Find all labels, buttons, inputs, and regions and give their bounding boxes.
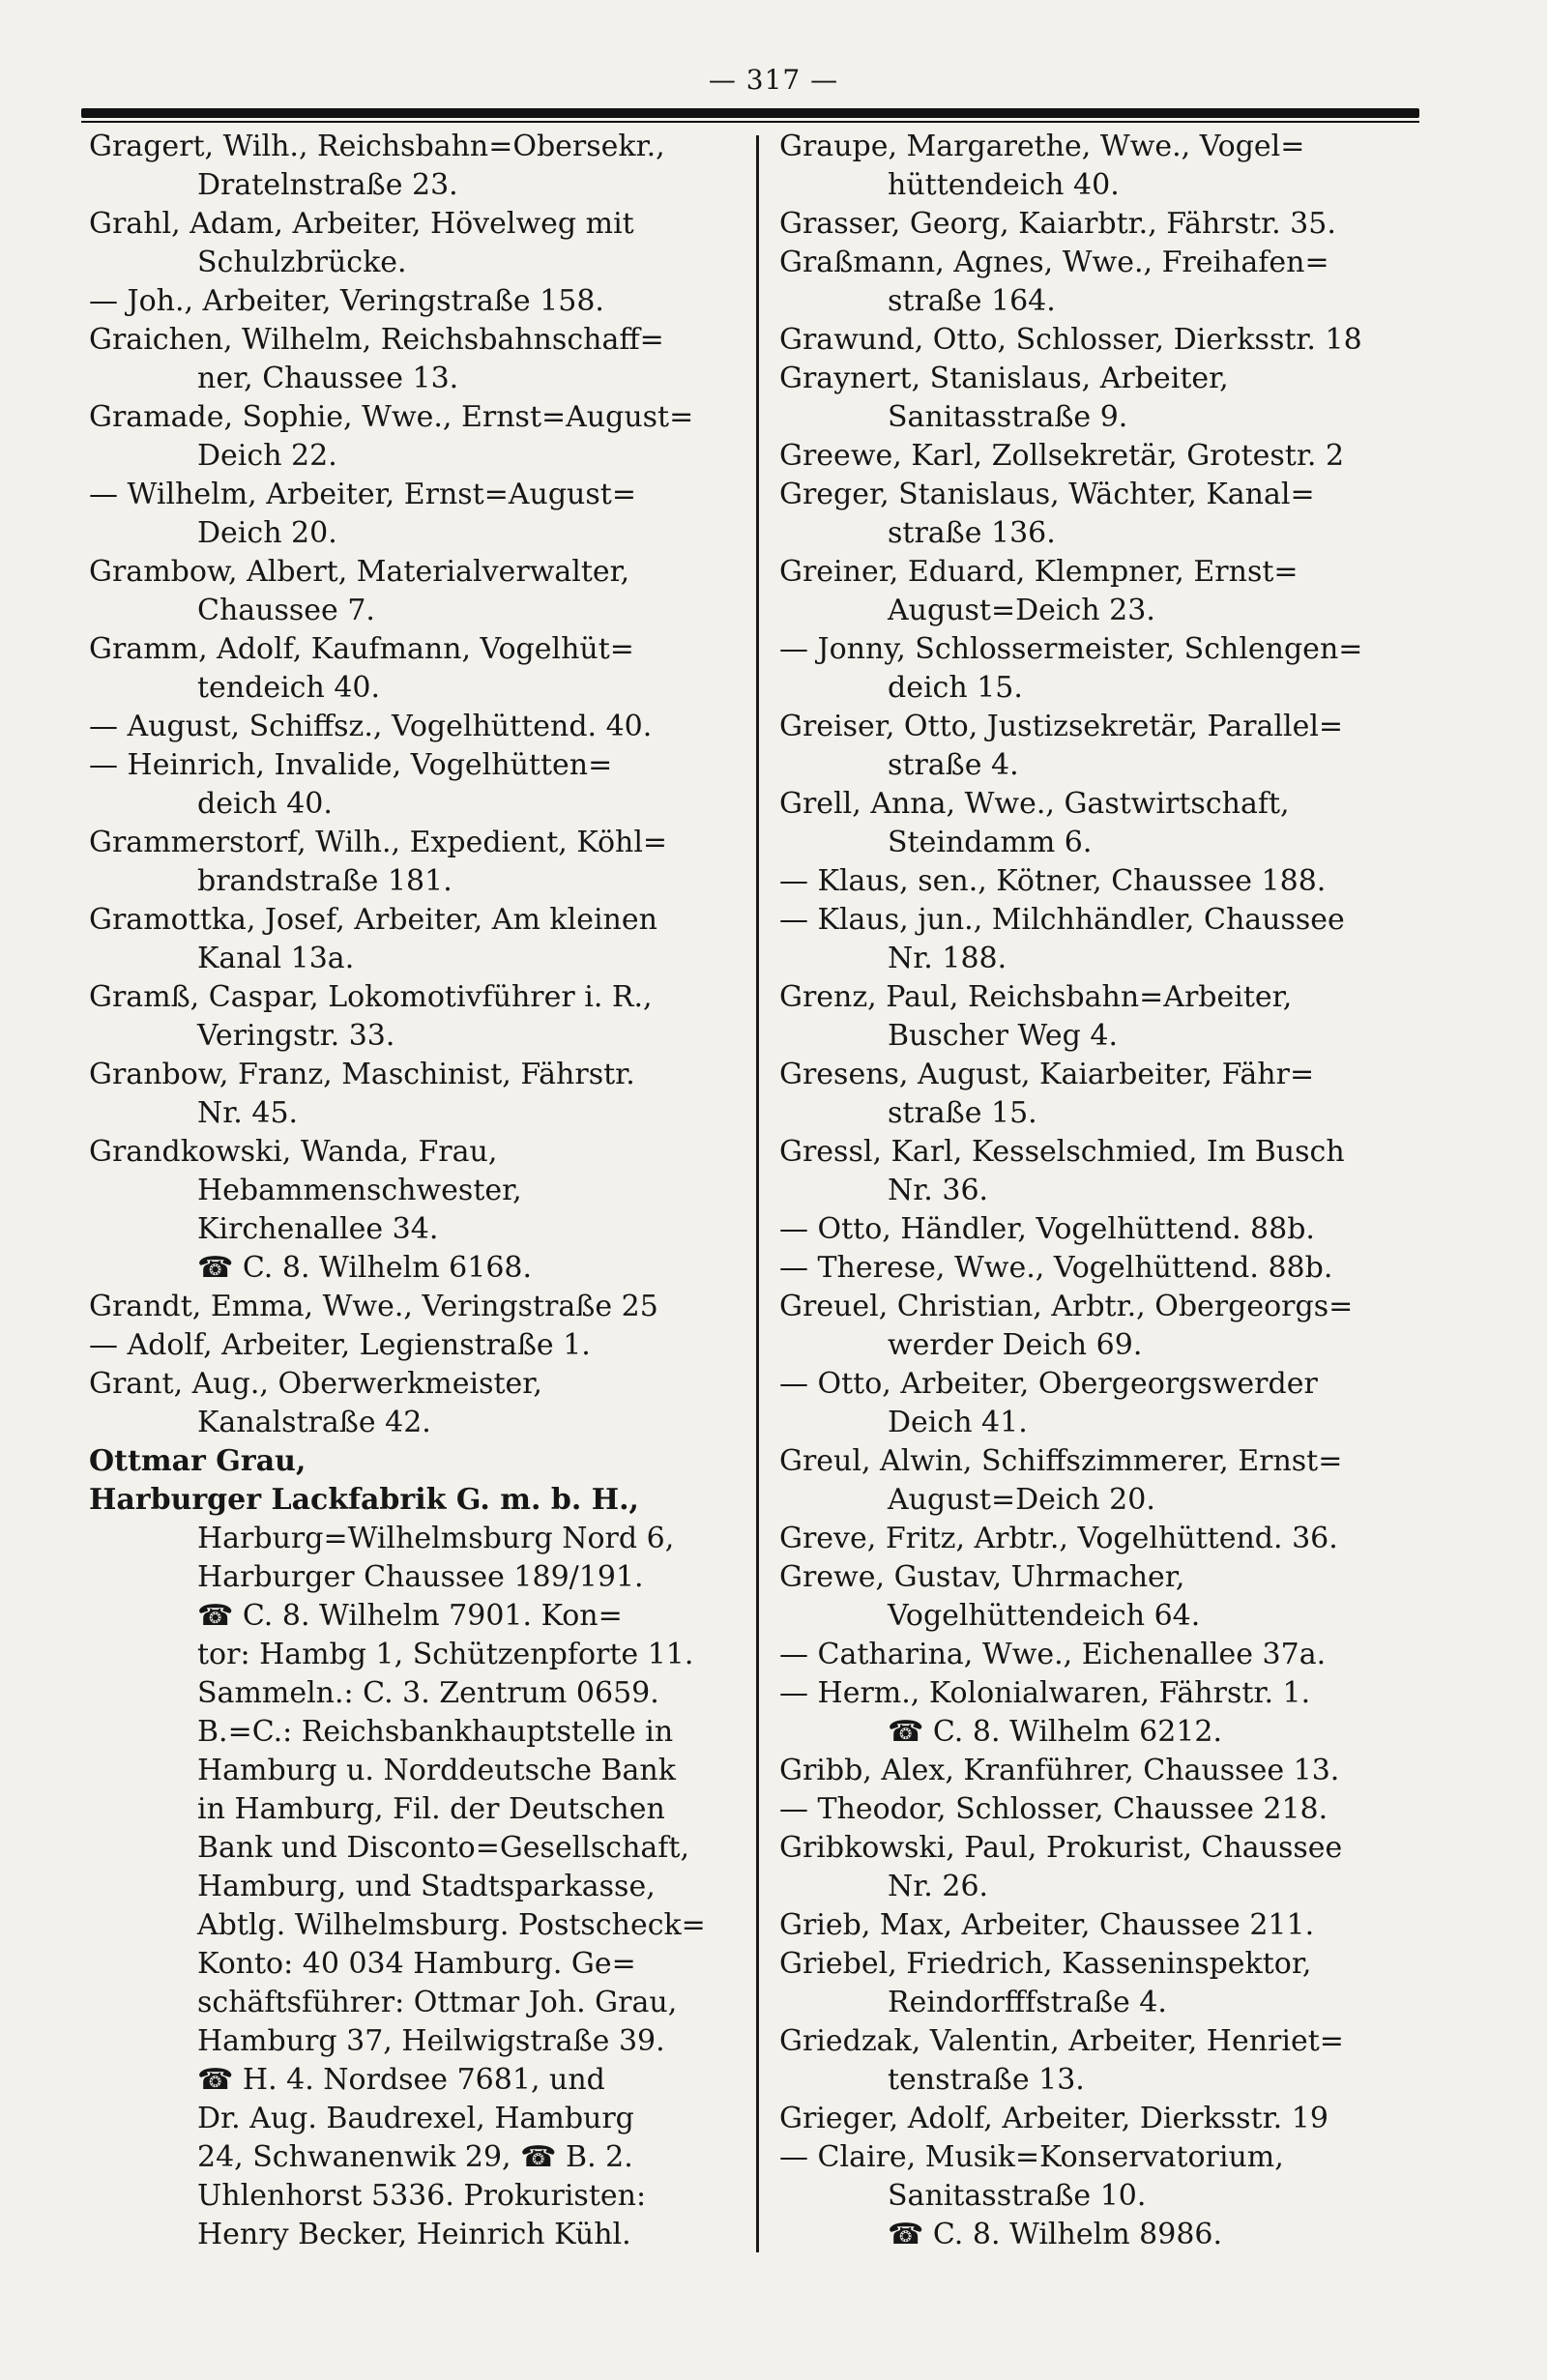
directory-entry [89, 398, 743, 476]
entry-line: ner, Chaussee 13. [197, 362, 459, 395]
directory-entry [779, 1829, 1437, 1906]
entry-line: Grell, Anna, Wwe., Gastwirtschaft, [779, 787, 1290, 821]
entry-line: Gramottka, Josef, Arbeiter, Am kleinen [89, 903, 657, 937]
entry-line: Deich 20. [197, 516, 337, 550]
header-rule-thick [81, 108, 1419, 118]
entry-line: Greewe, Karl, Zollsekretär, Grotestr. 2 [779, 439, 1345, 473]
entry-line: Grieb, Max, Arbeiter, Chaussee 211. [779, 1908, 1315, 1942]
entry-line: ☎ C. 8. Wilhelm 6168. [197, 1251, 533, 1285]
entry-line: Gribb, Alex, Kranführer, Chaussee 13. [779, 1754, 1340, 1787]
entry-line: tendeich 40. [197, 671, 381, 705]
entry-line: Bank und Disconto=Gesellschaft, [197, 1831, 689, 1865]
directory-entry [779, 2138, 1437, 2254]
entry-line: Henry Becker, Heinrich Kühl. [197, 2218, 631, 2251]
entry-line: 24, Schwanenwik 29, ☎ B. 2. [197, 2140, 633, 2174]
directory-entry [779, 1288, 1437, 1365]
entry-line: Graichen, Wilhelm, Reichsbahnschaff= [89, 323, 664, 357]
entry-line: Graßmann, Agnes, Wwe., Freihafen= [779, 246, 1329, 279]
directory-entry [779, 1752, 1437, 1790]
entry-line: — Herm., Kolonialwaren, Fährstr. 1. [779, 1676, 1311, 1710]
entry-line: Gramm, Adolf, Kaufmann, Vogelhüt= [89, 632, 634, 666]
entry-line: B.=C.: Reichsbankhauptstelle in [197, 1715, 674, 1749]
entry-line: Nr. 36. [888, 1174, 989, 1207]
directory-entry [779, 2100, 1437, 2138]
entry-line: — Joh., Arbeiter, Veringstraße 158. [89, 284, 604, 318]
entry-line: Granbow, Franz, Maschinist, Fährstr. [89, 1058, 635, 1091]
entry-line: Gragert, Wilh., Reichsbahn=Obersekr., [89, 130, 665, 163]
directory-entry [89, 1288, 743, 1326]
directory-entry [89, 128, 743, 205]
directory-entry [89, 978, 743, 1056]
directory-entry [779, 1674, 1437, 1752]
entry-line: — Otto, Händler, Vogelhüttend. 88b. [779, 1212, 1315, 1246]
directory-entry [779, 1790, 1437, 1829]
directory-entry [89, 282, 743, 321]
entry-line: Reindorfffstraße 4. [888, 1986, 1167, 2019]
entry-line: brandstraße 181. [197, 864, 452, 898]
directory-entry [779, 553, 1437, 630]
directory-entry [779, 1442, 1437, 1520]
directory-entry [779, 1945, 1437, 2022]
directory-entry [779, 1636, 1437, 1674]
entry-line: straße 4. [888, 748, 1019, 782]
entry-line: — August, Schiffsz., Vogelhüttend. 40. [89, 710, 653, 743]
entry-line: schäftsführer: Ottmar Joh. Grau, [197, 1986, 678, 2019]
entry-line: Gramade, Sophie, Wwe., Ernst=August= [89, 400, 694, 434]
entry-line: Greiser, Otto, Justizsekretär, Parallel= [779, 710, 1344, 743]
entry-line: Harburger Chaussee 189/191. [197, 1560, 644, 1594]
entry-line: Sanitasstraße 9. [888, 400, 1128, 434]
entry-line: August=Deich 20. [888, 1483, 1155, 1517]
entry-line: Hamburg, und Stadtsparkasse, [197, 1870, 656, 1903]
directory-entry [89, 630, 743, 708]
entry-line: Harburg=Wilhelmsburg Nord 6, [197, 1522, 675, 1555]
directory-entry [779, 1365, 1437, 1442]
entry-line: Abtlg. Wilhelmsburg. Postscheck= [197, 1908, 706, 1942]
entry-line: Griedzak, Valentin, Arbeiter, Henriet= [779, 2024, 1344, 2058]
entry-line: — Adolf, Arbeiter, Legienstraße 1. [89, 1328, 591, 1362]
directory-entry [779, 360, 1437, 437]
entry-line: Greuel, Christian, Arbtr., Obergeorgs= [779, 1290, 1354, 1323]
entry-line: Hebammenschwester, [197, 1174, 522, 1207]
entry-line: ☎ C. 8. Wilhelm 8986. [888, 2218, 1223, 2251]
entry-line: Vogelhüttendeich 64. [888, 1599, 1201, 1633]
column-divider [756, 135, 759, 2252]
entry-line: Gressl, Karl, Kesselschmied, Im Busch [779, 1135, 1345, 1169]
entry-line: Kirchenallee 34. [197, 1212, 439, 1246]
directory-entry [89, 205, 743, 282]
entry-line: Greger, Stanislaus, Wächter, Kanal= [779, 478, 1315, 511]
entry-line: in Hamburg, Fil. der Deutschen [197, 1792, 665, 1826]
entry-line: deich 40. [197, 787, 333, 821]
entry-line: ☎ C. 8. Wilhelm 6212. [888, 1715, 1223, 1749]
entry-line: — Klaus, jun., Milchhändler, Chaussee [779, 903, 1345, 937]
directory-entry [779, 978, 1437, 1056]
directory-entry [89, 708, 743, 746]
entry-line: Gramß, Caspar, Lokomotivführer i. R., [89, 980, 653, 1014]
entry-line: deich 15. [888, 671, 1023, 705]
entry-line: Harburger Lackfabrik G. m. b. H., [89, 1483, 640, 1517]
entry-line: Kanalstraße 42. [197, 1406, 431, 1439]
entry-line: Grant, Aug., Oberwerkmeister, [89, 1367, 542, 1401]
entry-line: Greve, Fritz, Arbtr., Vogelhüttend. 36. [779, 1522, 1338, 1555]
entry-line: Gresens, August, Kaiarbeiter, Fähr= [779, 1058, 1315, 1091]
entry-line: Kanal 13a. [197, 942, 355, 975]
entry-line: Greiner, Eduard, Klempner, Ernst= [779, 555, 1299, 589]
directory-entry [779, 1056, 1437, 1133]
directory-entry [779, 862, 1437, 901]
entry-line: Sanitasstraße 10. [888, 2179, 1147, 2213]
entry-line: — Heinrich, Invalide, Vogelhütten= [89, 748, 613, 782]
entry-line: Nr. 188. [888, 942, 1007, 975]
directory-entry [779, 901, 1437, 978]
directory-entry [779, 321, 1437, 360]
entry-line: Graupe, Margarethe, Wwe., Vogel= [779, 130, 1305, 163]
entry-line: — Klaus, sen., Kötner, Chaussee 188. [779, 864, 1327, 898]
directory-entry [779, 1210, 1437, 1249]
entry-line: Grieger, Adolf, Arbeiter, Dierksstr. 19 [779, 2102, 1328, 2135]
entry-line: Grambow, Albert, Materialverwalter, [89, 555, 630, 589]
entry-line: — Jonny, Schlossermeister, Schlengen= [779, 632, 1363, 666]
directory-entry [89, 1056, 743, 1133]
entry-line: hüttendeich 40. [888, 168, 1120, 202]
entry-line: werder Deich 69. [888, 1328, 1143, 1362]
entry-line: Grahl, Adam, Arbeiter, Hövelweg mit [89, 207, 634, 241]
entry-line: Graynert, Stanislaus, Arbeiter, [779, 362, 1229, 395]
entry-line: Dratelnstraße 23. [197, 168, 458, 202]
page-number: — 317 — [708, 64, 839, 96]
entry-line: straße 136. [888, 516, 1056, 550]
entry-line: — Theodor, Schlosser, Chaussee 218. [779, 1792, 1328, 1826]
entry-line: Veringstr. 33. [197, 1019, 395, 1053]
entry-line: Greul, Alwin, Schiffszimmerer, Ernst= [779, 1444, 1343, 1478]
entry-line: Grandt, Emma, Wwe., Veringstraße 25 [89, 1290, 658, 1323]
right-column [779, 128, 1437, 2254]
entry-line: Konto: 40 034 Hamburg. Ge= [197, 1947, 636, 1981]
directory-entry [779, 1249, 1437, 1288]
entry-line: Gribkowski, Paul, Prokurist, Chaussee [779, 1831, 1343, 1865]
entry-line: Uhlenhorst 5336. Prokuristen: [197, 2179, 647, 2213]
entry-line: Nr. 45. [197, 1096, 299, 1130]
entry-line: tenstraße 13. [888, 2063, 1085, 2097]
directory-entry [89, 746, 743, 824]
directory-entry [89, 1365, 743, 1442]
entry-line: Grandkowski, Wanda, Frau, [89, 1135, 498, 1169]
directory-entry [89, 1326, 743, 1365]
directory-entry [779, 2022, 1437, 2100]
entry-line: straße 15. [888, 1096, 1037, 1130]
directory-entry [779, 785, 1437, 862]
entry-line: Deich 22. [197, 439, 337, 473]
entry-line: — Claire, Musik=Konservatorium, [779, 2140, 1284, 2174]
directory-entry [779, 1133, 1437, 1210]
entry-line: Grammerstorf, Wilh., Expedient, Köhl= [89, 826, 668, 859]
directory-entry [89, 476, 743, 553]
directory-entry [89, 553, 743, 630]
entry-line: Grenz, Paul, Reichsbahn=Arbeiter, [779, 980, 1293, 1014]
entry-line: Hamburg u. Norddeutsche Bank [197, 1754, 676, 1787]
header-rule-thin [81, 121, 1419, 123]
left-column [89, 128, 743, 2254]
entry-line: ☎ H. 4. Nordsee 7681, und [197, 2063, 605, 2097]
entry-line: Ottmar Grau, [89, 1444, 306, 1478]
directory-entry [779, 205, 1437, 244]
directory-entry [779, 128, 1437, 205]
directory-entry [779, 630, 1437, 708]
directory-entry [779, 1906, 1437, 1945]
entry-line: Buscher Weg 4. [888, 1019, 1119, 1053]
directory-entry [89, 901, 743, 978]
directory-entry [779, 476, 1437, 553]
entry-line: Griebel, Friedrich, Kasseninspektor, [779, 1947, 1312, 1981]
firm-entry [89, 1442, 743, 2254]
entry-line: Hamburg 37, Heilwigstraße 39. [197, 2024, 665, 2058]
entry-line: — Therese, Wwe., Vogelhüttend. 88b. [779, 1251, 1333, 1285]
directory-entry [779, 1520, 1437, 1558]
entry-line: August=Deich 23. [888, 594, 1155, 627]
directory-entry [89, 824, 743, 901]
entry-line: — Wilhelm, Arbeiter, Ernst=August= [89, 478, 636, 511]
entry-line: Deich 41. [888, 1406, 1028, 1439]
directory-entry [779, 1558, 1437, 1636]
directory-entry [89, 321, 743, 398]
entry-line: Grasser, Georg, Kaiarbtr., Fährstr. 35. [779, 207, 1336, 241]
directory-entry [779, 437, 1437, 476]
entry-line: straße 164. [888, 284, 1056, 318]
entry-line: Grawund, Otto, Schlosser, Dierksstr. 18 [779, 323, 1362, 357]
entry-line: Grewe, Gustav, Uhrmacher, [779, 1560, 1185, 1594]
entry-line: Steindamm 6. [888, 826, 1093, 859]
entry-line: Sammeln.: C. 3. Zentrum 0659. [197, 1676, 659, 1710]
entry-line: — Otto, Arbeiter, Obergeorgswerder [779, 1367, 1318, 1401]
directory-entry [779, 708, 1437, 785]
entry-line: Dr. Aug. Baudrexel, Hamburg [197, 2102, 634, 2135]
entry-line: ☎ C. 8. Wilhelm 7901. Kon= [197, 1599, 623, 1633]
entry-line: Schulzbrücke. [197, 246, 407, 279]
entry-line: Nr. 26. [888, 1870, 989, 1903]
directory-entry [779, 244, 1437, 321]
directory-entry [89, 1133, 743, 1288]
entry-line: Chaussee 7. [197, 594, 375, 627]
entry-line: tor: Hambg 1, Schützenpforte 11. [197, 1638, 694, 1671]
entry-line: — Catharina, Wwe., Eichenallee 37a. [779, 1638, 1327, 1671]
